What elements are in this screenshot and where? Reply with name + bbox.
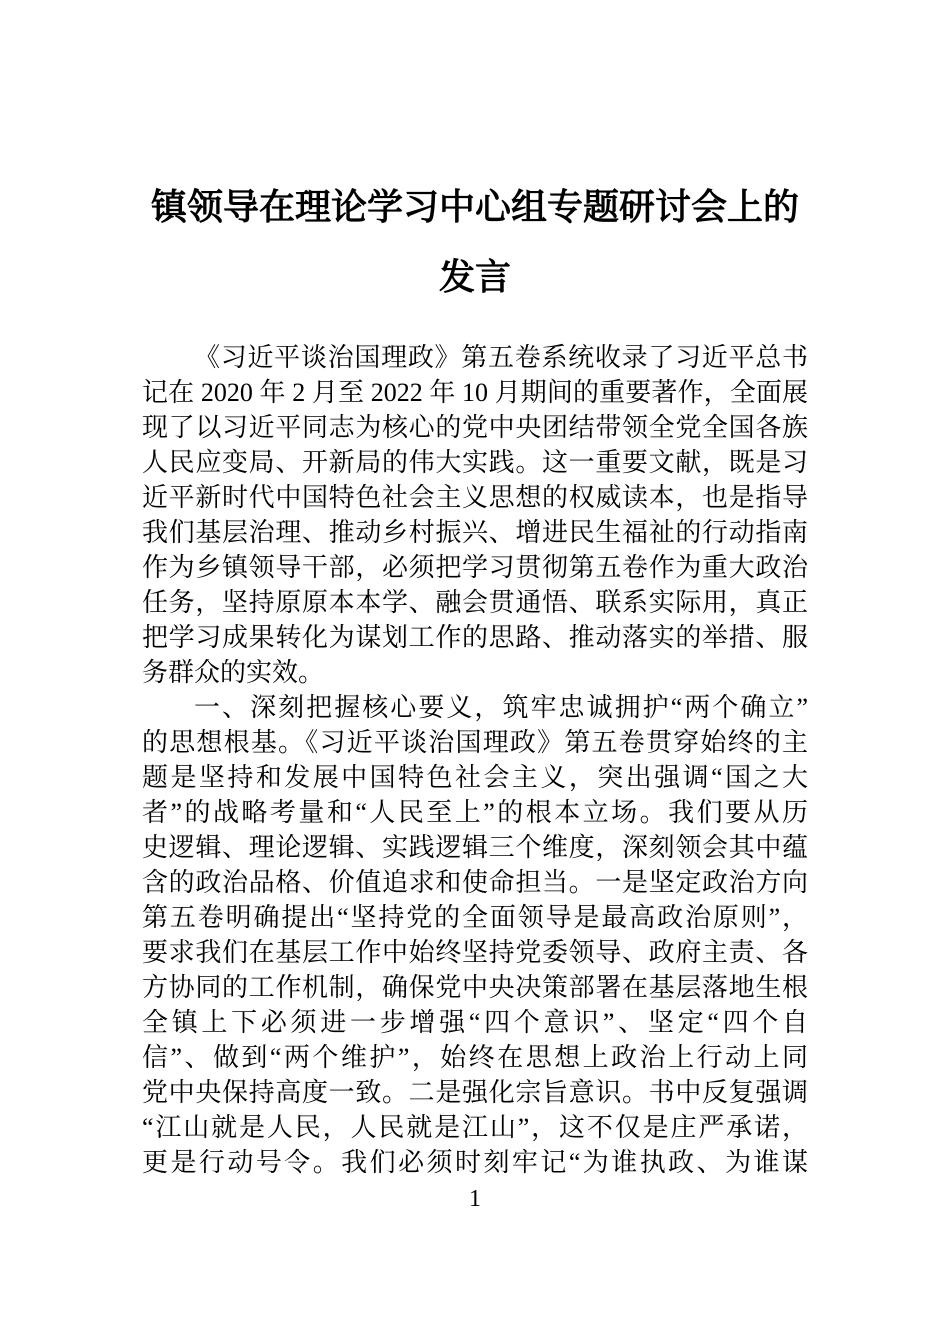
page-number: 1 bbox=[469, 1186, 481, 1212]
text-line: 信”、做到“两个维护”，始终在思想上政治上行动上同 bbox=[142, 1043, 808, 1072]
text-line: 务群众的实效。 bbox=[142, 658, 325, 687]
document-body bbox=[142, 340, 808, 1180]
text-line: 全镇上下必须进一步增强“四个意识”、坚定“四个自 bbox=[142, 1008, 808, 1037]
text-line: 现了以习近平同志为核心的党中央团结带领全党全国各族 bbox=[142, 413, 808, 442]
text-line: 第五卷明确提出“坚持党的全面领导是最高政治原则”， bbox=[142, 903, 808, 932]
text-line: 把学习成果转化为谋划工作的思路、推动落实的举措、服 bbox=[142, 623, 808, 652]
text-line: 一、深刻把握核心要义，筑牢忠诚拥护“两个确立” bbox=[194, 693, 808, 722]
document-title bbox=[142, 172, 808, 312]
title-line: 镇领导在理论学习中心组专题研讨会上的 bbox=[150, 186, 799, 227]
text-line: 者”的战略考量和“人民至上”的根本立场。我们要从历 bbox=[142, 798, 808, 827]
text-line: “江山就是人民，人民就是江山”，这不仅是庄严承诺， bbox=[142, 1113, 808, 1142]
text-line: 我们基层治理、推动乡村振兴、增进民生福祉的行动指南 bbox=[142, 518, 808, 547]
text-line: 史逻辑、理论逻辑、实践逻辑三个维度，深刻领会其中蕴 bbox=[142, 833, 808, 862]
text-line: 方协同的工作机制，确保党中央决策部署在基层落地生根 bbox=[142, 973, 808, 1002]
text-line: 要求我们在基层工作中始终坚持党委领导、政府主责、各 bbox=[142, 938, 808, 967]
document-content bbox=[142, 0, 808, 1180]
text-line: 任务，坚持原原本本学、融会贯通悟、联系实际用，真正 bbox=[142, 588, 808, 617]
text-line: 记在 2020 年 2 月至 2022 年 10 月期间的重要著作，全面展 bbox=[142, 378, 808, 407]
text-line: 近平新时代中国特色社会主义思想的权威读本，也是指导 bbox=[142, 483, 808, 512]
text-line: 更是行动号令。我们必须时刻牢记“为谁执政、为谁谋 bbox=[142, 1148, 808, 1177]
text-line: 的思想根基。《习近平谈治国理政》第五卷贯穿始终的主 bbox=[142, 728, 808, 757]
text-line: 含的政治品格、价值追求和使命担当。一是坚定政治方向 bbox=[142, 868, 808, 897]
paragraph bbox=[142, 690, 808, 1180]
paragraph bbox=[142, 340, 808, 690]
text-line: 党中央保持高度一致。二是强化宗旨意识。书中反复强调 bbox=[142, 1078, 808, 1107]
title-line: 发言 bbox=[438, 256, 511, 297]
text-line: 《习近平谈治国理政》第五卷系统收录了习近平总书 bbox=[194, 343, 808, 372]
text-line: 题是坚持和发展中国特色社会主义，突出强调“国之大 bbox=[142, 763, 808, 792]
text-line: 作为乡镇领导干部，必须把学习贯彻第五卷作为重大政治 bbox=[142, 553, 808, 582]
text-line: 人民应变局、开新局的伟大实践。这一重要文献，既是习 bbox=[142, 448, 808, 477]
